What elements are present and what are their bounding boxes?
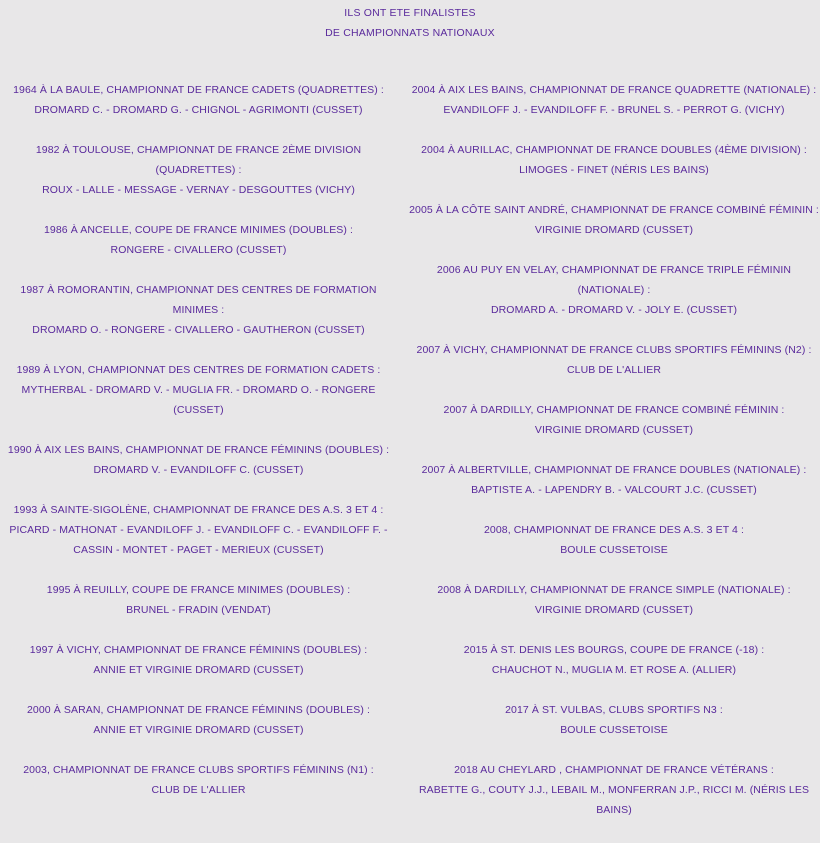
entry-title: 2005 À LA CÔTE SAINT ANDRÉ, CHAMPIONNAT DE FRANCE COMBINÉ FÉMININ :: [409, 204, 819, 216]
entry-players: DROMARD A. - DROMARD V. - JOLY E. (CUSSET): [490, 304, 738, 316]
entry-players: RONGERE - CIVALLERO (CUSSET): [110, 244, 287, 256]
finalist-entry: [3, 80, 394, 120]
finalist-entry: [3, 580, 394, 620]
entry-players: CLUB DE L'ALLIER: [151, 784, 246, 796]
entry-players: DROMARD V. - EVANDILOFF C. (CUSSET): [93, 464, 304, 476]
entry-title: 1964 À LA BAULE, CHAMPIONNAT DE FRANCE CADETS (QUADRETTES) :: [13, 84, 384, 96]
page-header: [0, 0, 820, 43]
finalist-entry: [408, 400, 820, 440]
entry-players: BOULE CUSSETOISE: [560, 544, 668, 556]
finalist-entry: [408, 700, 820, 740]
entry-players: ROUX - LALLE - MESSAGE - VERNAY - DESGOUTTES (VICHY): [42, 184, 355, 196]
finalist-entry: [408, 260, 820, 320]
entry-title: 2007 À ALBERTVILLE, CHAMPIONNAT DE FRANCE DOUBLES (NATIONALE) :: [421, 464, 807, 476]
entry-title: 2000 À SARAN, CHAMPIONNAT DE FRANCE FÉMININS (DOUBLES) :: [26, 704, 371, 716]
entry-title: 2004 À AIX LES BAINS, CHAMPIONNAT DE FRANCE QUADRETTE (NATIONALE) :: [411, 84, 817, 96]
entry-title: 2008 À DARDILLY, CHAMPIONNAT DE FRANCE SIMPLE (NATIONALE) :: [437, 584, 791, 596]
entry-title: 1986 À ANCELLE, COUPE DE FRANCE MINIMES (DOUBLES) :: [43, 224, 354, 236]
header-line-1: ILS ONT ETE FINALISTES: [344, 7, 476, 19]
finalist-entry: [3, 220, 394, 260]
entry-players: VIRGINIE DROMARD (CUSSET): [534, 604, 694, 616]
finalist-entry: [408, 760, 820, 820]
finalist-entry: [408, 140, 820, 180]
entry-title: 1997 À VICHY, CHAMPIONNAT DE FRANCE FÉMININS (DOUBLES) :: [29, 644, 368, 656]
entry-players: EVANDILOFF J. - EVANDILOFF F. - BRUNEL S. - PERROT G. (VICHY): [443, 104, 785, 116]
entry-players: ANNIE ET VIRGINIE DROMARD (CUSSET): [93, 664, 304, 676]
entry-title: 1990 À AIX LES BAINS, CHAMPIONNAT DE FRANCE FÉMININS (DOUBLES) :: [7, 444, 390, 456]
entry-players: ANNIE ET VIRGINIE DROMARD (CUSSET): [93, 724, 304, 736]
entry-title: 2007 À VICHY, CHAMPIONNAT DE FRANCE CLUBS SPORTIFS FÉMININS (N2) :: [416, 344, 812, 356]
finalists-columns: [0, 80, 820, 840]
finalist-entry: [408, 580, 820, 620]
left-column: [0, 80, 400, 840]
entry-players: DROMARD C. - DROMARD G. - CHIGNOL - AGRIMONTI (CUSSET): [34, 104, 363, 116]
finalist-entry: [408, 460, 820, 500]
entry-players: MYTHERBAL - DROMARD V. - MUGLIA FR. - DROMARD O. - RONGERE (CUSSET): [21, 384, 376, 416]
entry-title: 2015 À ST. DENIS LES BOURGS, COUPE DE FRANCE (-18) :: [463, 644, 765, 656]
entry-players: CHAUCHOT N., MUGLIA M. ET ROSE A. (ALLIER): [491, 664, 737, 676]
entry-title: 2004 À AURILLAC, CHAMPIONNAT DE FRANCE DOUBLES (4ÈME DIVISION) :: [421, 144, 807, 156]
finalist-entry: [3, 360, 394, 420]
entry-players: LIMOGES - FINET (NÉRIS LES BAINS): [519, 164, 709, 176]
entry-title: 2008, CHAMPIONNAT DE FRANCE DES A.S. 3 ET 4 :: [483, 524, 745, 536]
entry-players: PICARD - MATHONAT - EVANDILOFF J. - EVANDILOFF C. - EVANDILOFF F. - CASSIN - MONTET - PAGET - MERIEUX (CUSSET): [9, 524, 388, 556]
header-line-2: DE CHAMPIONNATS NATIONAUX: [325, 27, 495, 39]
entry-players: VIRGINIE DROMARD (CUSSET): [534, 424, 694, 436]
finalist-entry: [408, 80, 820, 120]
finalist-entry: [408, 340, 820, 380]
entry-title: 2018 AU CHEYLARD , CHAMPIONNAT DE FRANCE VÉTÉRANS :: [454, 764, 774, 776]
entry-title: 1987 À ROMORANTIN, CHAMPIONNAT DES CENTRES DE FORMATION MINIMES :: [20, 284, 377, 316]
entry-players: DROMARD O. - RONGERE - CIVALLERO - GAUTHERON (CUSSET): [32, 324, 365, 336]
right-column: [400, 80, 820, 840]
finalist-entry: [408, 200, 820, 240]
entry-players: BOULE CUSSETOISE: [560, 724, 668, 736]
finalist-entry: [3, 500, 394, 560]
finalist-entry: [3, 440, 394, 480]
entry-title: 1995 À REUILLY, COUPE DE FRANCE MINIMES (DOUBLES) :: [46, 584, 351, 596]
entry-players: CLUB DE L'ALLIER: [566, 364, 662, 376]
finalist-entry: [3, 700, 394, 740]
entry-title: 2006 AU PUY EN VELAY, CHAMPIONNAT DE FRANCE TRIPLE FÉMININ (NATIONALE) :: [436, 264, 792, 296]
finalist-entry: [3, 760, 394, 800]
finalist-entry: [3, 140, 394, 200]
entry-title: 1982 À TOULOUSE, CHAMPIONNAT DE FRANCE 2ÈME DIVISION (QUADRETTES) :: [35, 144, 362, 176]
entry-players: BRUNEL - FRADIN (VENDAT): [126, 604, 271, 616]
finalist-entry: [408, 520, 820, 560]
entry-title: 2007 À DARDILLY, CHAMPIONNAT DE FRANCE COMBINÉ FÉMININ :: [443, 404, 785, 416]
entry-title: 2017 À ST. VULBAS, CLUBS SPORTIFS N3 :: [505, 704, 723, 716]
finalist-entry: [3, 640, 394, 680]
entry-players: VIRGINIE DROMARD (CUSSET): [534, 224, 694, 236]
entry-players: BAPTISTE A. - LAPENDRY B. - VALCOURT J.C. (CUSSET): [471, 484, 757, 496]
entry-title: 1989 À LYON, CHAMPIONNAT DES CENTRES DE FORMATION CADETS :: [16, 364, 381, 376]
finalist-entry: [3, 280, 394, 340]
entry-title: 1993 À SAINTE-SIGOLÈNE, CHAMPIONNAT DE FRANCE DES A.S. 3 ET 4 :: [13, 504, 384, 516]
finalist-entry: [408, 640, 820, 680]
entry-players: RABETTE G., COUTY J.J., LEBAIL M., MONFERRAN J.P., RICCI M. (NÉRIS LES BAINS): [418, 784, 810, 816]
entry-title: 2003, CHAMPIONNAT DE FRANCE CLUBS SPORTIFS FÉMININS (N1) :: [23, 764, 374, 776]
